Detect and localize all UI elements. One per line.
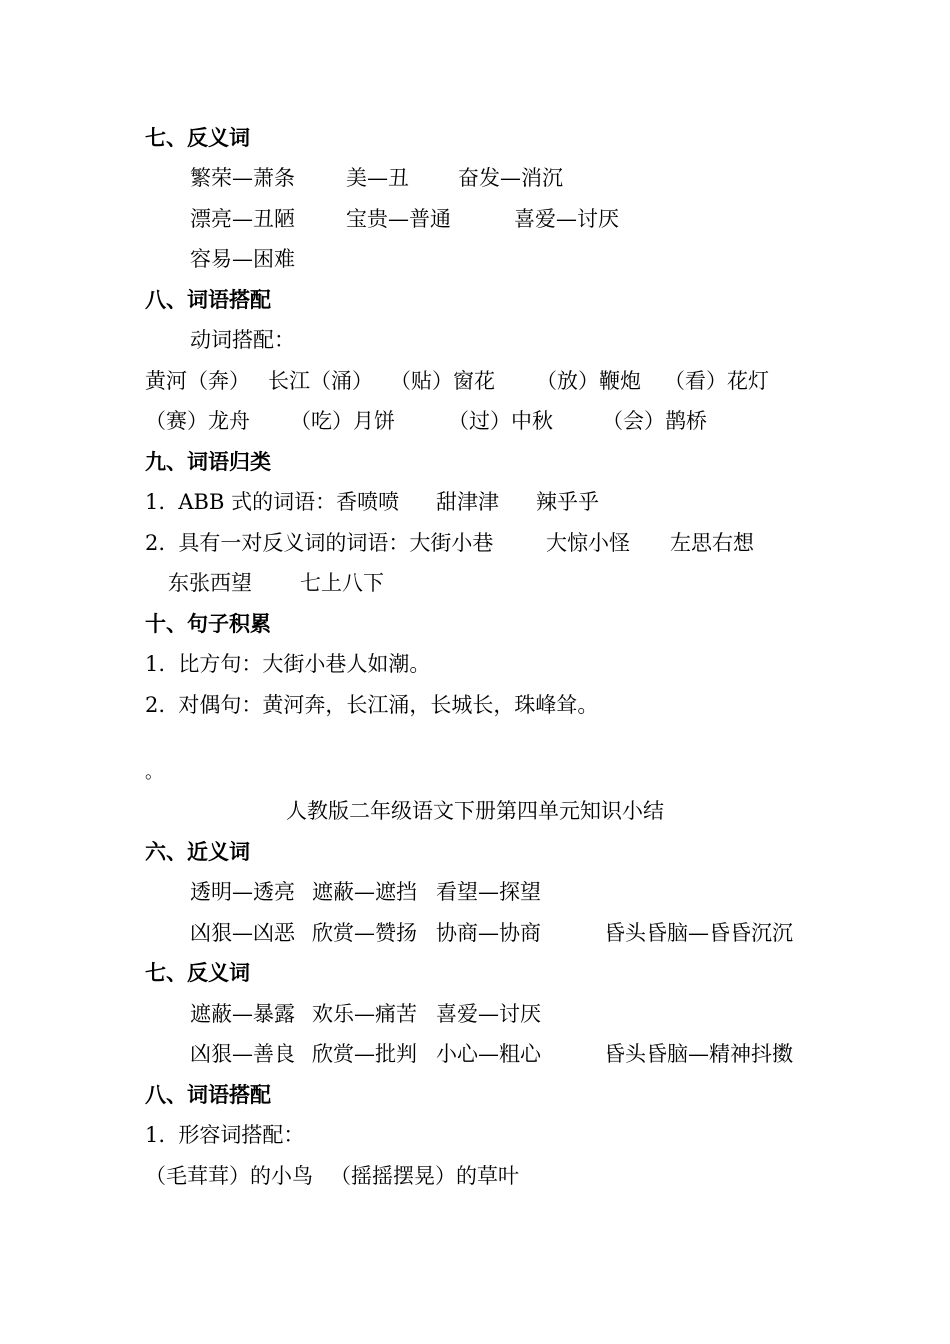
word-pair: 喜爱—讨厌: [436, 1002, 541, 1026]
collocation-item: （会）鹊桥: [602, 409, 707, 433]
collocation-item: 长江（涌）: [268, 369, 373, 393]
word-pair: 昏头昏脑—精神抖擞: [604, 1042, 793, 1066]
subheading: 1. 形容词搭配：: [145, 1123, 305, 1147]
unit-title: 人教版二年级语文下册第四单元知识小结: [286, 799, 664, 823]
word-pair: 遮蔽—暴露: [190, 1002, 295, 1026]
word-pair: 遮蔽—遮挡: [312, 880, 417, 904]
list-item: 甜津津: [436, 490, 499, 514]
word-pair: 凶狠—凶恶: [190, 921, 295, 945]
collocation-item: （看）花灯: [664, 369, 769, 393]
section-heading-sentences: 十、句子积累: [145, 612, 271, 636]
word-pair: 繁荣—萧条: [190, 166, 295, 190]
word-pair: 容易—困难: [190, 247, 295, 271]
collocation-item: （过）中秋: [448, 409, 553, 433]
word-pair: 奋发—消沉: [458, 166, 563, 190]
list-item: 东张西望: [168, 571, 252, 595]
list-item: 2. 具有一对反义词的词语：大街小巷: [145, 531, 494, 555]
stray-period: 。: [145, 762, 163, 783]
section-heading-synonyms: 六、近义词: [145, 840, 250, 864]
collocation-item: 黄河（奔）: [145, 369, 250, 393]
list-item: 左思右想: [670, 531, 754, 555]
list-item: 大惊小怪: [546, 531, 630, 555]
list-item: 辣乎乎: [536, 490, 599, 514]
collocation-item: （赛）龙舟: [145, 409, 250, 433]
word-pair: 凶狠—善良: [190, 1042, 295, 1066]
word-pair: 小心—粗心: [436, 1042, 541, 1066]
word-pair: 欣赏—批判: [312, 1042, 417, 1066]
section-heading-collocation: 八、词语搭配: [145, 288, 271, 312]
collocation-item: （贴）窗花: [390, 369, 495, 393]
collocation-item: （毛茸茸）的小鸟: [145, 1164, 313, 1188]
sentence-item: 1. 比方句：大街小巷人如潮。: [145, 652, 431, 676]
word-pair: 喜爱—讨厌: [514, 207, 619, 231]
word-pair: 欢乐—痛苦: [312, 1002, 417, 1026]
word-pair: 看望—探望: [436, 880, 541, 904]
section-heading-antonyms: 七、反义词: [145, 126, 250, 150]
collocation-item: （吃）月饼: [290, 409, 395, 433]
collocation-item: （摇摇摆晃）的草叶: [330, 1164, 519, 1188]
list-item: 七上八下: [300, 571, 384, 595]
collocation-item: （放）鞭炮: [536, 369, 641, 393]
word-pair: 透明—透亮: [190, 880, 295, 904]
word-pair: 协商—协商: [436, 921, 541, 945]
word-pair: 欣赏—赞扬: [312, 921, 417, 945]
word-pair: 漂亮—丑陋: [190, 207, 295, 231]
word-pair: 昏头昏脑—昏昏沉沉: [604, 921, 793, 945]
section-heading-collocation-2: 八、词语搭配: [145, 1083, 271, 1107]
section-heading-antonyms-2: 七、反义词: [145, 961, 250, 985]
word-pair: 美—丑: [346, 166, 409, 190]
section-heading-classification: 九、词语归类: [145, 450, 271, 474]
word-pair: 宝贵—普通: [346, 207, 451, 231]
sentence-item: 2. 对偶句：黄河奔，长江涌，长城长，珠峰耸。: [145, 693, 599, 717]
subheading: 动词搭配：: [190, 328, 295, 352]
list-item: 1. ABB 式的词语：香喷喷: [145, 490, 400, 514]
